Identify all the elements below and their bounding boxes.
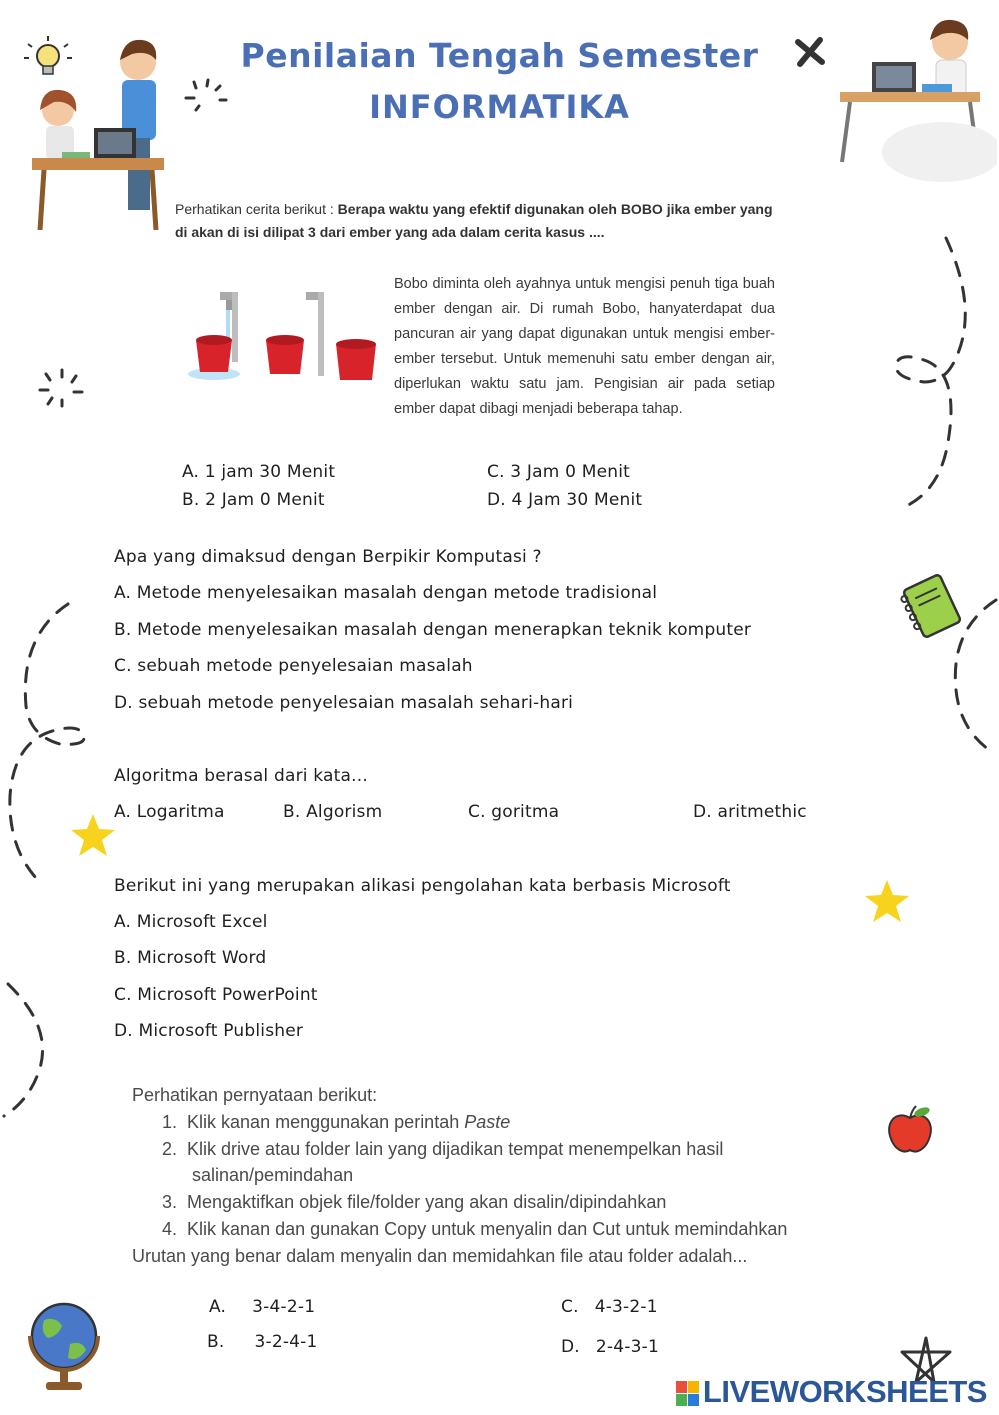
- option-value: 2-4-3-1: [595, 1337, 659, 1357]
- q5-step-number: 3.: [162, 1192, 178, 1212]
- q5-step-4: [162, 1219, 787, 1240]
- option-letter: B.: [207, 1332, 225, 1352]
- q5-intro: Perhatikan pernyataan berikut:: [132, 1085, 378, 1105]
- q5-option-c[interactable]: [561, 1297, 658, 1317]
- page-title: Penilaian Tengah Semester: [240, 36, 759, 75]
- q5-step-number: 2.: [162, 1139, 178, 1159]
- q3-option-c[interactable]: C. goritma: [468, 802, 560, 822]
- q4-question: Berikut ini yang merupakan alikasi pengolahan kata berbasis Microsoft: [114, 876, 731, 896]
- liveworksheets-logo-text: LIVEWORKSHEETS: [702, 1374, 987, 1409]
- buckets-taps-illustration: [186, 286, 382, 390]
- q5-step-2-continued: salinan/pemindahan: [192, 1165, 354, 1185]
- q5-closing: Urutan yang benar dalam menyalin dan memidahkan file atau folder adalah...: [132, 1246, 748, 1266]
- q4-option-c[interactable]: C. Microsoft PowerPoint: [114, 985, 318, 1005]
- q3-option-a[interactable]: A. Logaritma: [114, 802, 225, 822]
- q5-step-number: 4.: [162, 1219, 178, 1239]
- q1-option-b[interactable]: B. 2 Jam 0 Menit: [182, 490, 325, 510]
- q5-step-1: [162, 1112, 510, 1133]
- page-subtitle: INFORMATIKA: [369, 88, 630, 126]
- globe-icon: [22, 1296, 104, 1394]
- q2-option-a[interactable]: A. Metode menyelesaikan masalah dengan metode tradisional: [114, 583, 658, 603]
- apple-icon: [884, 1104, 936, 1156]
- q5-step-text: Klik kanan dan gunakan Copy untuk menyalin dan Cut untuk memindahkan: [187, 1219, 788, 1239]
- star-icon: [70, 812, 116, 858]
- option-letter: C.: [561, 1297, 579, 1317]
- dashed-curve-decoration: [884, 232, 984, 522]
- q5-step-text: Mengaktifkan objek file/folder yang akan disalin/dipindahkan: [187, 1192, 667, 1212]
- star-icon: [864, 878, 910, 924]
- q5-step-number: 1.: [162, 1112, 178, 1132]
- q3-option-b[interactable]: B. Algorism: [283, 802, 383, 822]
- option-value: 4-3-2-1: [594, 1297, 658, 1317]
- q2-question: Apa yang dimaksud dengan Berpikir Komputasi ?: [114, 547, 542, 567]
- q1-intro: [175, 198, 780, 244]
- option-letter: D.: [561, 1337, 580, 1357]
- q4-option-a[interactable]: A. Microsoft Excel: [114, 912, 268, 932]
- q1-story: Bobo diminta oleh ayahnya untuk mengisi penuh tiga buah ember dengan air. Di rumah Bobo, hanyaterdapat dua pancuran air yang dapat digunakan untuk mengisi ember-ember tersebut. Untuk memenuhi satu ember dengan air, diperlukan waktu satu jam. Pengisian air pada setiap ember dapat dibagi menjadi beberapa tahap.: [394, 276, 775, 417]
- q5-option-d[interactable]: [561, 1337, 659, 1357]
- q5-step-text: Klik kanan menggunakan perintah: [187, 1112, 465, 1132]
- liveworksheets-logo[interactable]: [676, 1374, 987, 1410]
- q3-question: Algoritma berasal dari kata...: [114, 766, 368, 786]
- q1-intro-question: Berapa waktu yang efektif digunakan oleh BOBO jika ember yang di akan di isi dilipat 3 dari ember yang ada dalam cerita kasus ....: [175, 201, 773, 240]
- dashed-curve-decoration: [940, 590, 999, 760]
- q1-option-c[interactable]: C. 3 Jam 0 Menit: [487, 462, 631, 482]
- q5-option-a[interactable]: [209, 1297, 315, 1317]
- liveworksheets-logo-icon: [676, 1381, 700, 1407]
- q1-intro-prefix: Perhatikan cerita berikut :: [175, 201, 338, 217]
- q4-option-b[interactable]: B. Microsoft Word: [114, 948, 267, 968]
- q5-option-b[interactable]: [207, 1332, 318, 1352]
- q2-option-c[interactable]: C. sebuah metode penyelesaian masalah: [114, 656, 473, 676]
- option-value: 3-2-4-1: [254, 1332, 318, 1352]
- q2-option-d[interactable]: D. sebuah metode penyelesaian masalah sehari-hari: [114, 693, 574, 713]
- q5-step-emphasis: Paste: [464, 1112, 511, 1132]
- q3-option-d[interactable]: D. aritmethic: [693, 802, 807, 822]
- q5-step-text: Klik drive atau folder lain yang dijadikan tempat menempelkan hasil: [187, 1139, 724, 1159]
- dashed-curve-decoration: [0, 976, 60, 1126]
- q2-option-b[interactable]: B. Metode menyelesaikan masalah dengan menerapkan teknik komputer: [114, 620, 752, 640]
- q4-option-d[interactable]: D. Microsoft Publisher: [114, 1021, 304, 1041]
- q5-step-2: [162, 1139, 723, 1160]
- sparkle-icon: [36, 368, 86, 414]
- option-letter: A.: [209, 1297, 227, 1317]
- option-value: 3-4-2-1: [252, 1297, 316, 1317]
- q1-option-a[interactable]: A. 1 jam 30 Menit: [182, 462, 336, 482]
- q5-step-3: [162, 1192, 666, 1213]
- q1-option-d[interactable]: D. 4 Jam 30 Menit: [487, 490, 643, 510]
